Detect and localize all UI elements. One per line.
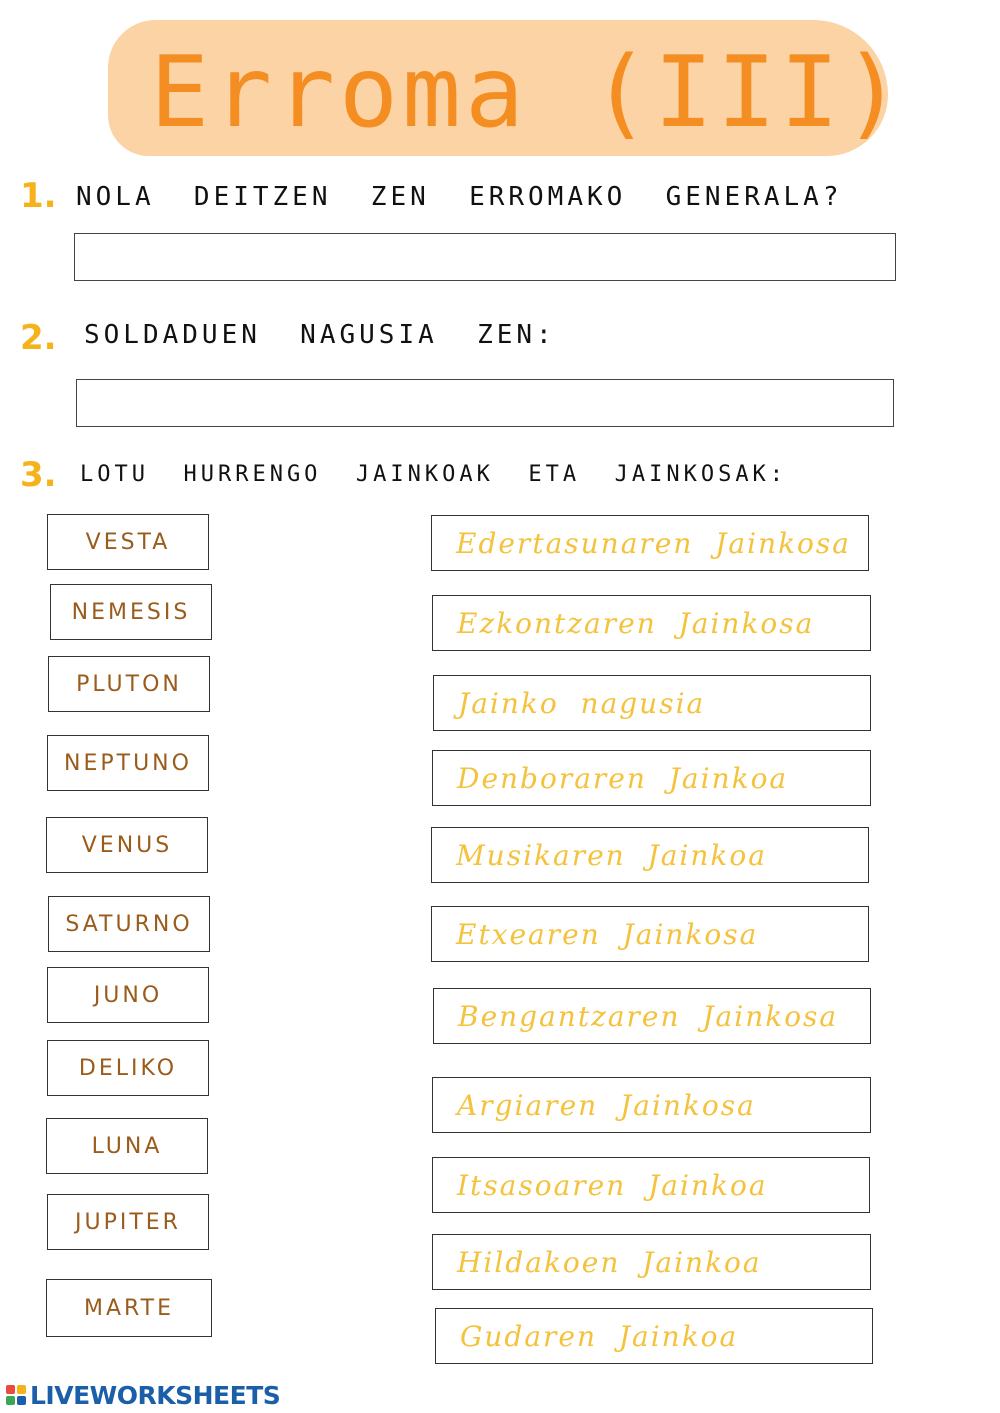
liveworksheets-logo-icon	[6, 1385, 26, 1405]
description-box-sea[interactable]: Itsasoaren Jainkoa	[432, 1157, 870, 1213]
god-box-juno[interactable]: JUNO	[47, 967, 209, 1023]
description-box-dead[interactable]: Hildakoen Jainkoa	[432, 1234, 871, 1290]
god-box-jupiter[interactable]: JUPITER	[47, 1194, 209, 1250]
god-box-venus[interactable]: VENUS	[46, 817, 208, 873]
description-box-chief-god[interactable]: Jainko nagusia	[433, 675, 871, 731]
description-box-beauty[interactable]: Edertasunaren Jainkosa	[431, 515, 869, 571]
description-box-home[interactable]: Etxearen Jainkosa	[431, 906, 869, 962]
footer-branding	[6, 1380, 280, 1410]
god-box-luna[interactable]: LUNA	[46, 1118, 208, 1174]
question-2-number: 2.	[20, 318, 57, 358]
description-box-revenge[interactable]: Bengantzaren Jainkosa	[433, 988, 871, 1044]
footer-brand-text: LIVEWORKSHEETS	[30, 1380, 281, 1410]
answer-1-input[interactable]	[74, 233, 896, 281]
god-box-neptuno[interactable]: NEPTUNO	[47, 735, 209, 791]
description-box-war[interactable]: Gudaren Jainkoa	[435, 1308, 873, 1364]
god-box-deliko[interactable]: DELIKO	[47, 1040, 209, 1096]
question-3-text: LOTU HURRENGO JAINKOAK ETA JAINKOSAK:	[80, 462, 788, 487]
question-2-text: SOLDADUEN NAGUSIA ZEN:	[84, 320, 556, 350]
god-box-nemesis[interactable]: NEMESIS	[50, 584, 212, 640]
description-box-marriage[interactable]: Ezkontzaren Jainkosa	[432, 595, 871, 651]
page-title: Erroma (III)	[150, 36, 907, 150]
god-box-saturno[interactable]: SATURNO	[48, 896, 210, 952]
question-1-number: 1.	[20, 176, 57, 216]
answer-2-input[interactable]	[76, 379, 894, 427]
god-box-pluton[interactable]: PLUTON	[48, 656, 210, 712]
god-box-vesta[interactable]: VESTA	[47, 514, 209, 570]
description-box-music[interactable]: Musikaren Jainkoa	[431, 827, 869, 883]
description-box-light[interactable]: Argiaren Jainkosa	[432, 1077, 871, 1133]
description-box-time[interactable]: Denboraren Jainkoa	[432, 750, 871, 806]
god-box-marte[interactable]: MARTE	[46, 1279, 212, 1337]
question-1-text: NOLA DEITZEN ZEN ERROMAKO GENERALA?	[76, 182, 843, 212]
question-3-number: 3.	[20, 455, 57, 495]
